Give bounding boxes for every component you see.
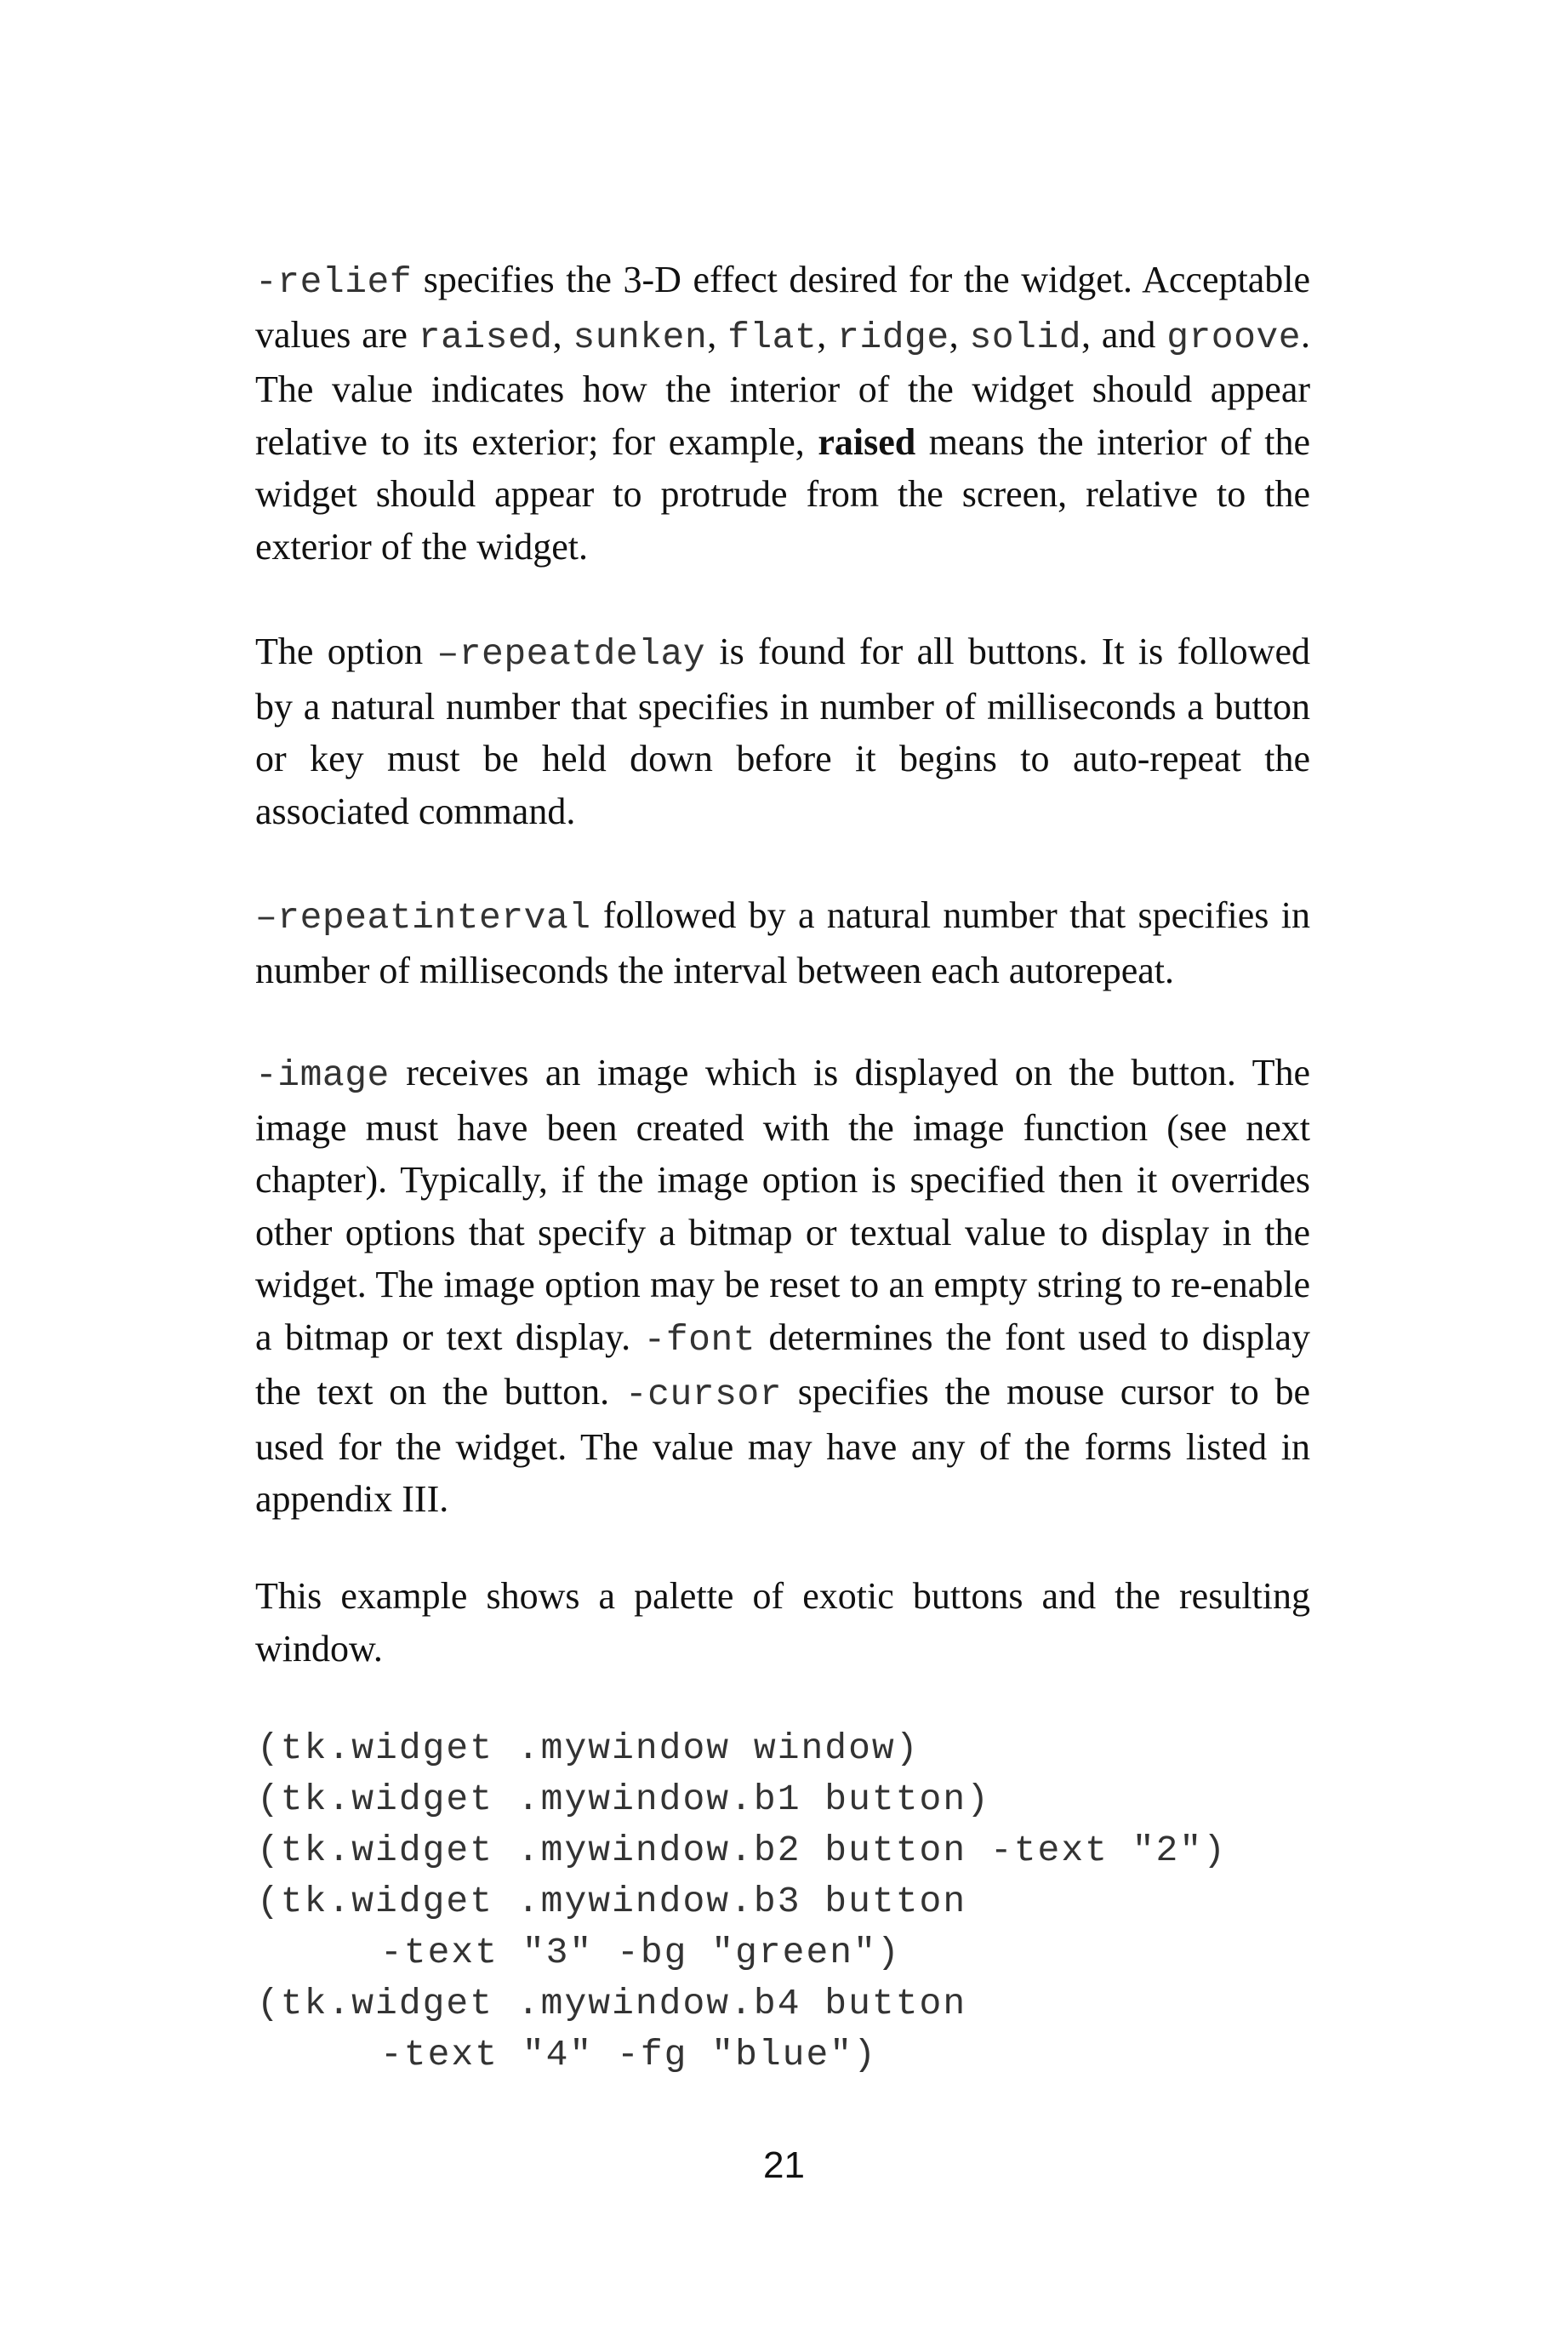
paragraph-example — [255, 1570, 1310, 1675]
code-line: -text "3" -bg "green") — [380, 1932, 901, 1973]
text-span: specifies the 3-D effect desired for the widget. Acceptable values are — [255, 259, 1310, 356]
text-span: . The value indicates how the interior of the widget should appear relative to its exterior; for example, — [255, 313, 1311, 463]
text-span: is found for all buttons. It is followed by a natural number that specifies in number of milliseconds a button or key must be held down before it begins to auto-repeat the associated command. — [255, 631, 1310, 832]
separator: , — [552, 313, 573, 356]
text-span: The option — [255, 631, 437, 672]
paragraph-relief — [255, 254, 1310, 573]
code-line: (tk.widget .mywindow.b4 button — [257, 1983, 967, 2024]
paragraph-image — [255, 1047, 1310, 1526]
code-line: (tk.widget .mywindow.b2 button -text "2") — [257, 1830, 1227, 1871]
option-repeatinterval: –repeatinterval — [255, 897, 591, 939]
value-raised: raised — [418, 316, 553, 358]
option-cursor: -cursor — [624, 1373, 783, 1415]
paragraph-repeatdelay — [255, 625, 1310, 837]
code-line: (tk.widget .mywindow.b1 button) — [257, 1778, 990, 1820]
option-font: -font — [643, 1318, 756, 1361]
value-ridge: ridge — [837, 316, 949, 358]
text-span: means the interior of the widget should appear to protrude from the screen, relative to the exterior of the widget. — [255, 420, 1311, 568]
separator: , — [817, 313, 838, 356]
code-line: (tk.widget .mywindow window) — [257, 1727, 920, 1769]
separator: , — [949, 313, 970, 356]
code-listing — [257, 1723, 1227, 2081]
paragraph-repeatinterval — [255, 889, 1310, 996]
value-solid: solid — [969, 316, 1082, 358]
code-line: (tk.widget .mywindow.b3 button — [257, 1881, 967, 1922]
code-line: -text "4" -fg "blue") — [380, 2034, 877, 2075]
separator: , — [707, 313, 728, 356]
value-flat: flat — [727, 316, 818, 358]
text-span: specifies the mouse cursor to be used for the widget. The value may have any of the forms listed in appendix III. — [255, 1371, 1311, 1520]
bold-term-raised: raised — [818, 420, 916, 463]
text-span: followed by a natural number that specifies in number of milliseconds the interval between each autorepeat. — [255, 894, 1310, 991]
separator: , and — [1081, 313, 1167, 356]
option-relief: -relief — [255, 261, 413, 303]
text-span: receives an image which is displayed on the button. The image must have been created with the image function (see next chapter). Typically, if the image option is specified then it overrides other options that specify a bitmap or textual value to display in the widget. The image option may be reset to an empty string to re-enable a bitmap or text display. — [255, 1052, 1310, 1358]
value-groove: groove — [1166, 316, 1302, 358]
text-span: determines the font used to display the text on the button. — [255, 1316, 1311, 1413]
option-repeatdelay: –repeatdelay — [436, 633, 706, 675]
option-image: -image — [255, 1054, 390, 1096]
page-number: 21 — [763, 2144, 805, 2186]
text-span: This example shows a palette of exotic buttons and the resulting window. — [255, 1575, 1310, 1670]
value-sunken: sunken — [573, 316, 708, 358]
